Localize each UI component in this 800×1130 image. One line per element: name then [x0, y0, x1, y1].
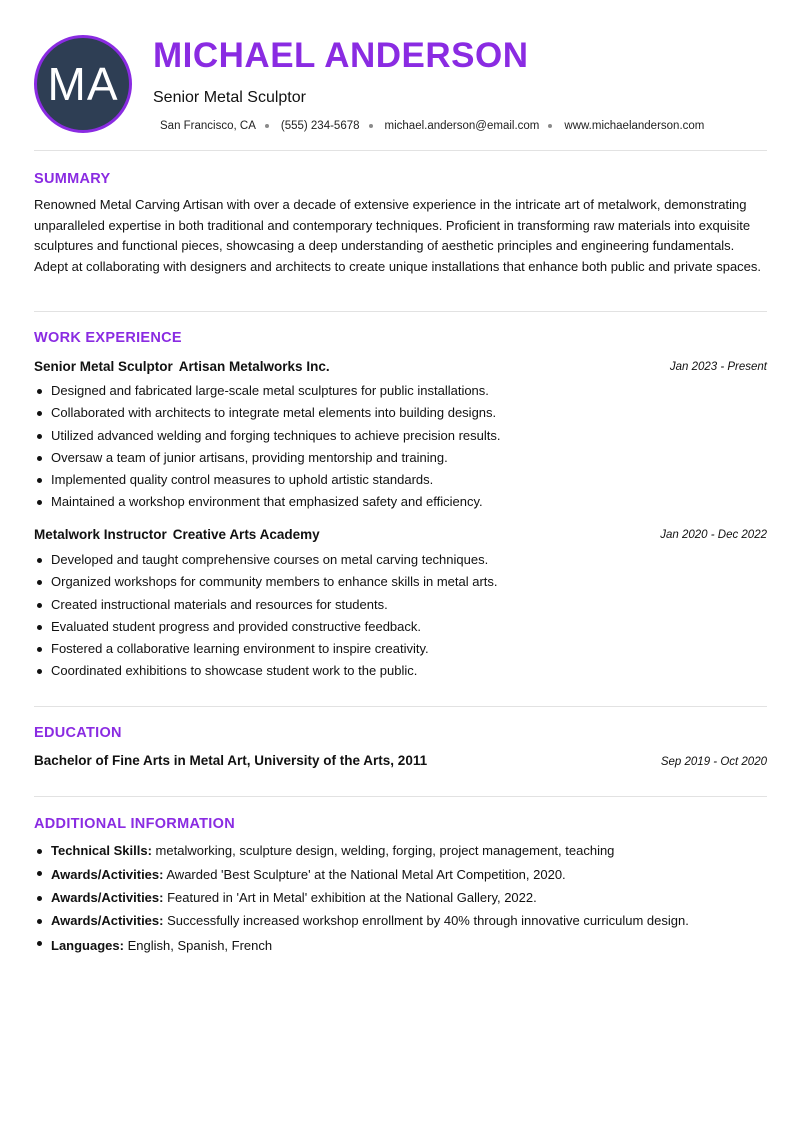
info-key: Languages: — [51, 937, 124, 953]
job-header — [34, 527, 320, 542]
additional-info-list — [34, 840, 689, 958]
info-key: Awards/Activities: — [51, 867, 164, 883]
separator-dot — [548, 124, 552, 128]
job-company: Creative Arts Academy — [172, 527, 320, 542]
divider — [34, 796, 767, 797]
summary-text: Renowned Metal Carving Artisan with over a decade of extensive experience in the intricate art of metalwork, demonstrating unparalleled expertise in both traditional and contemporary techniques. Proficient in transforming raw materials into exquisite sculptures and functional pieces, showcasing a deep understanding of aesthetic principles and engineering fundamentals. Adept at collaborating with designers and architects to create unique installations that enhance both public and private spaces. — [34, 197, 762, 274]
additional-info-heading: ADDITIONAL INFORMATION — [34, 816, 235, 832]
list-item: Fostered a collaborative learning environment to inspire creativity. — [34, 638, 498, 660]
divider — [34, 311, 767, 312]
list-item: Maintained a workshop environment that emphasized safety and efficiency. — [34, 491, 501, 513]
candidate-title: Senior Metal Sculptor — [153, 89, 306, 106]
contact-email[interactable]: michael.anderson@email.com — [384, 120, 540, 132]
job-bullets — [34, 549, 498, 683]
list-item: Collaborated with architects to integrate metal elements into building designs. — [34, 402, 501, 424]
list-item — [34, 887, 689, 909]
list-item: Organized workshops for community members to enhance skills in metal arts. — [34, 571, 498, 593]
job-company: Artisan Metalworks Inc. — [178, 359, 330, 374]
avatar-initials: MA — [47, 58, 119, 110]
info-key: Awards/Activities: — [51, 912, 164, 928]
list-item — [34, 840, 689, 862]
education-heading: EDUCATION — [34, 725, 122, 741]
avatar — [34, 35, 132, 133]
divider — [34, 706, 767, 707]
list-item: Evaluated student progress and provided constructive feedback. — [34, 616, 498, 638]
info-key: Technical Skills: — [51, 843, 152, 858]
list-item: Coordinated exhibitions to showcase student work to the public. — [34, 660, 498, 682]
separator-dot — [369, 124, 373, 128]
summary-heading: SUMMARY — [34, 171, 111, 187]
candidate-name: MICHAEL ANDERSON — [153, 36, 529, 75]
contact-website[interactable]: www.michaelanderson.com — [564, 120, 705, 132]
list-item: Oversaw a team of junior artisans, providing mentorship and training. — [34, 447, 501, 469]
contact-location: San Francisco, CA — [160, 120, 256, 132]
work-experience-heading: WORK EXPERIENCE — [34, 330, 182, 346]
contact-phone[interactable]: (555) 234-5678 — [280, 120, 360, 132]
job-title: Senior Metal Sculptor — [34, 359, 173, 374]
info-value: Awarded 'Best Sculpture' at the National Metal Art Competition, 2020. — [166, 867, 566, 883]
separator-dot — [265, 124, 269, 128]
info-value: English, Spanish, French — [127, 937, 273, 953]
list-item: Created instructional materials and resources for students. — [34, 594, 498, 616]
list-item — [34, 910, 689, 932]
info-value: metalworking, sculpture design, welding, forging, project management, teaching — [155, 843, 615, 858]
contact-bar — [160, 120, 704, 132]
job-dates: Jan 2023 - Present — [669, 361, 767, 373]
list-item — [34, 862, 689, 887]
job-dates: Jan 2020 - Dec 2022 — [660, 529, 767, 541]
list-item — [34, 932, 689, 958]
education-dates: Sep 2019 - Oct 2020 — [660, 756, 767, 768]
info-value: Featured in 'Art in Metal' exhibition at the National Gallery, 2022. — [167, 890, 537, 906]
job-title: Metalwork Instructor — [34, 527, 167, 542]
divider — [34, 150, 767, 151]
list-item: Implemented quality control measures to uphold artistic standards. — [34, 469, 501, 491]
list-item: Utilized advanced welding and forging techniques to achieve precision results. — [34, 425, 501, 447]
list-item: Designed and fabricated large-scale metal sculptures for public installations. — [34, 380, 501, 402]
job-bullets — [34, 380, 501, 514]
info-value: Successfully increased workshop enrollment by 40% through innovative curriculum design. — [167, 912, 689, 928]
info-key: Awards/Activities: — [51, 890, 164, 906]
job-header — [34, 359, 330, 374]
list-item: Developed and taught comprehensive courses on metal carving techniques. — [34, 549, 498, 571]
education-degree: Bachelor of Fine Arts in Metal Art, University of the Arts, 2011 — [34, 753, 428, 768]
